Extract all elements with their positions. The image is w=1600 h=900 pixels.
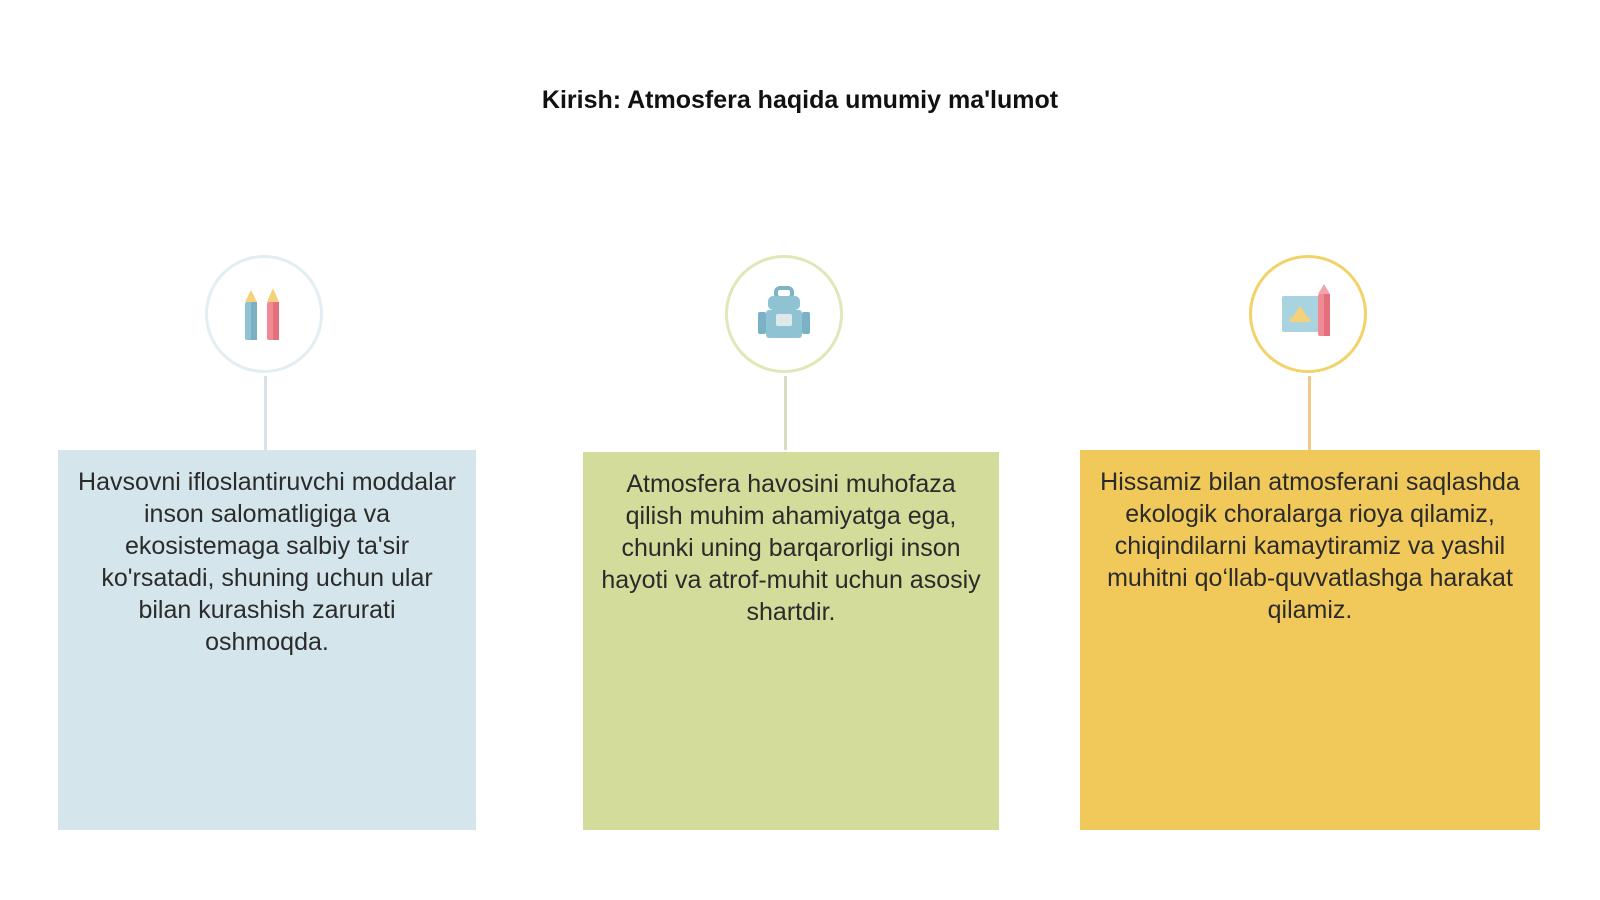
backpack-icon (754, 284, 814, 344)
icon-ring-2 (725, 255, 843, 373)
info-card-1-text: Havsovni ifloslantiruvchi moddalar inson salomatligiga va ekosistemaga salbiy ta'sir ko'rsatadi, shuning uchun ular bilan kurashish zarurati oshmoqda. (78, 468, 456, 656)
connector-line-1 (264, 376, 267, 450)
connector-line-3 (1308, 376, 1311, 450)
info-card-3-text: Hissamiz bilan atmosferani saqlashda ekologik choralarga rioya qilamiz, chiqindilarni kamaytiramiz va yashil muhitni qo‘llab-quvvatlashga harakat qilamiz. (1100, 468, 1520, 624)
info-card-3 (1080, 450, 1540, 830)
info-card-1 (58, 450, 476, 830)
info-card-2-text: Atmosfera havosini muhofaza qilish muhim ahamiyatga ega, chunki uning barqarorligi inson hayoti va atrof-muhit uchun asosiy shartdir. (601, 470, 981, 626)
icon-ring-1 (205, 255, 323, 373)
icon-ring-3 (1249, 255, 1367, 373)
drawing-pencil-icon (1278, 284, 1338, 344)
pencils-icon (239, 284, 289, 344)
info-card-2 (583, 452, 999, 830)
slide-title: Kirish: Atmosfera haqida umumiy ma'lumot (541, 86, 1059, 114)
connector-line-2 (784, 376, 787, 450)
